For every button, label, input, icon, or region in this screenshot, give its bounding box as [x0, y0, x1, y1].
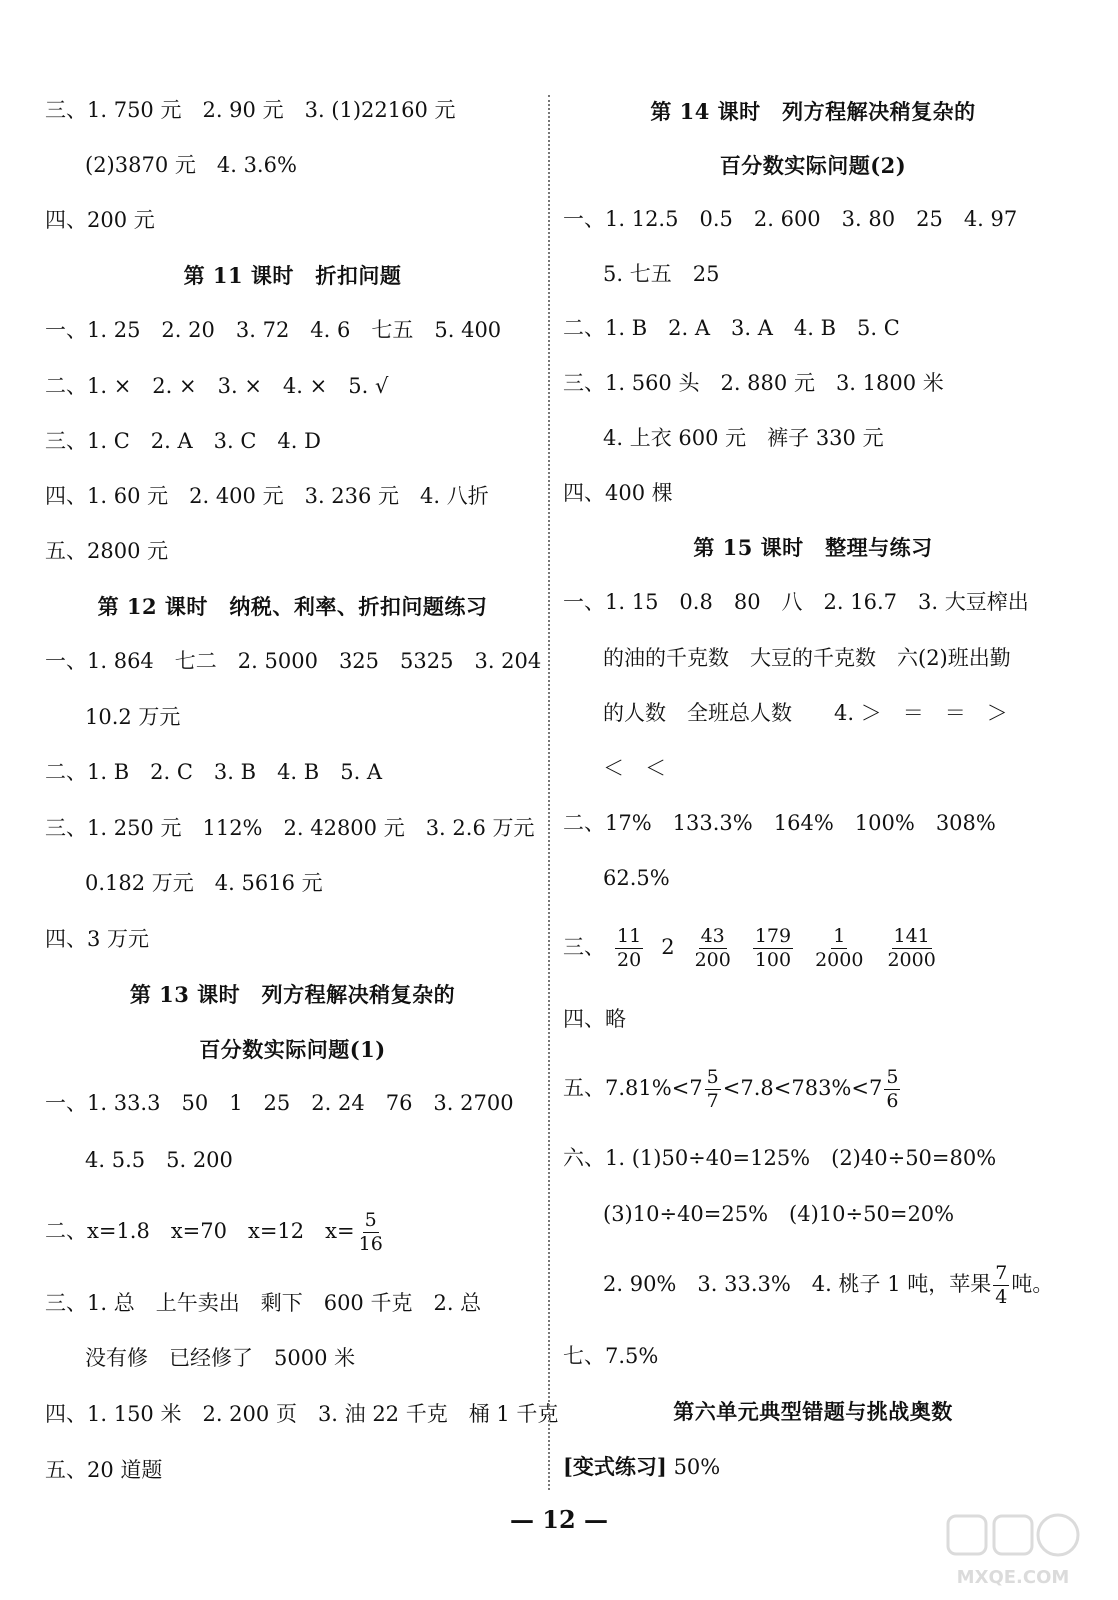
fraction-numerator: 7 [995, 1262, 1008, 1284]
answer-text: <7.8<783%<7 [722, 1076, 883, 1100]
fraction-numerator: 179 [754, 925, 792, 947]
answer-text: 2 [661, 935, 675, 959]
answer-line: 没有修 已经修了 5000 米 [85, 1346, 356, 1370]
fraction [885, 927, 937, 970]
answer-line: 一、1. 12.5 0.5 2. 600 3. 80 25 4. 97 [563, 207, 1018, 231]
fraction-numerator: 43 [700, 925, 725, 947]
answer-line: 62.5% [603, 866, 670, 890]
answer-line: 五、20 道题 [45, 1458, 163, 1482]
variant-practice-label: [变式练习] [563, 1454, 667, 1479]
lesson-heading-15: 第 15 课时 整理与练习 [693, 535, 933, 560]
fraction [753, 927, 793, 970]
lesson-heading-14-sub: 百分数实际问题(2) [719, 153, 907, 178]
answer-line: 四、400 棵 [563, 481, 673, 505]
answer-line: 三、1. C 2. A 3. C 4. D [45, 429, 321, 453]
answer-line: (2)3870 元 4. 3.6% [85, 153, 297, 177]
answer-line: 二、17% 133.3% 164% 100% 308% [563, 811, 996, 835]
lesson-heading-14: 第 14 课时 列方程解决稍复杂的 [650, 99, 976, 124]
fraction [357, 1211, 385, 1254]
answer-line: 一、1. 864 七二 2. 5000 325 5325 3. 204 [45, 649, 542, 673]
answer-line: 二、1. B 2. A 3. A 4. B 5. C [563, 316, 900, 340]
answer-line-fractions [563, 925, 948, 971]
fraction-denominator: 20 [617, 949, 642, 971]
lesson-heading-13-sub: 百分数实际问题(1) [199, 1037, 386, 1062]
fraction [884, 1068, 900, 1111]
answer-line: 一、1. 15 0.8 80 八 2. 16.7 3. 大豆榨出 [563, 590, 1029, 614]
answer-line: 五、2800 元 [45, 539, 169, 563]
answer-line: 二、1. B 2. C 3. B 4. B 5. A [45, 760, 383, 784]
fraction-numerator: 141 [893, 925, 930, 947]
watermark-icon [938, 1508, 1088, 1563]
lesson-heading-12: 第 12 课时 纳税、利率、折扣问题练习 [97, 594, 488, 619]
answer-line: 三、1. 总 上午卖出 剩下 600 千克 2. 总 [45, 1291, 482, 1315]
answer-line: 4. 5.5 5. 200 [85, 1148, 233, 1172]
fraction-denominator: 200 [694, 949, 731, 971]
lesson-heading-11: 第 11 课时 折扣问题 [183, 263, 402, 288]
lesson-heading-13: 第 13 课时 列方程解决稍复杂的 [129, 982, 456, 1007]
fraction-numerator: 1 [833, 925, 846, 947]
answer-text: 二、x=1.8 x=70 x=12 x= [45, 1219, 355, 1243]
answer-line: 三、1. 250 元 112% 2. 42800 元 3. 2.6 万元 [45, 816, 535, 840]
answer-text: 2. 90% 3. 33.3% 4. 桃子 1 吨，苹果 [603, 1272, 992, 1296]
answer-line: 四、3 万元 [45, 927, 150, 951]
answer-line: 二、1. × 2. × 3. × 4. × 5. √ [45, 374, 389, 398]
answer-line-inequality [563, 1066, 902, 1112]
fraction-numerator: 5 [706, 1066, 719, 1088]
column-divider [548, 95, 550, 1490]
fraction-denominator: 100 [754, 949, 792, 971]
answer-line: 七、7.5% [563, 1344, 659, 1368]
answer-line: 的油的千克数 大豆的千克数 六(2)班出勤 [603, 646, 1011, 670]
fraction [813, 927, 865, 970]
answer-line: 0.182 万元 4. 5616 元 [85, 871, 323, 895]
watermark-text: MXQE.COM [956, 1567, 1070, 1588]
answer-line: 三、1. 750 元 2. 90 元 3. (1)22160 元 [45, 98, 456, 122]
answer-line: (3)10÷40=25% (4)10÷50=20% [603, 1202, 955, 1226]
answer-line: 10.2 万元 [85, 705, 181, 729]
answer-line: 四、1. 60 元 2. 400 元 3. 236 元 4. 八折 [45, 484, 489, 508]
answer-line-with-fraction [603, 1262, 1054, 1308]
fraction-denominator: 4 [995, 1286, 1008, 1308]
fraction-denominator: 16 [358, 1233, 383, 1255]
fraction-numerator: 5 [886, 1066, 899, 1088]
answer-text: 三、 [563, 935, 605, 959]
answer-line: 4. 上衣 600 元 裤子 330 元 [603, 426, 884, 450]
fraction [693, 927, 733, 970]
fraction-denominator: 7 [706, 1090, 719, 1112]
answer-line: 四、1. 150 米 2. 200 页 3. 油 22 千克 桶 1 千克 [45, 1402, 559, 1426]
answer-line: 四、200 元 [45, 208, 155, 232]
answer-text: 吨。 [1011, 1272, 1054, 1296]
answer-line: 三、1. 560 头 2. 880 元 3. 1800 米 [563, 371, 944, 395]
fraction-numerator: 5 [364, 1209, 377, 1231]
answer-line [563, 1447, 720, 1487]
fraction-denominator: 6 [886, 1090, 899, 1112]
fraction-denominator: 2000 [815, 949, 864, 971]
fraction [705, 1068, 721, 1111]
watermark-logo [938, 1508, 1088, 1588]
answer-line: 六、1. (1)50÷40=125% (2)40÷50=80% [563, 1146, 997, 1170]
fraction-denominator: 2000 [887, 949, 936, 971]
answer-line-with-fraction [45, 1209, 395, 1255]
fraction [615, 927, 643, 970]
answer-line: ＜ ＜ [603, 756, 666, 780]
answer-line: 的人数 全班总人数 4. ＞ ＝ ＝ ＞ [603, 701, 1008, 725]
answer-line: 5. 七五 25 [603, 262, 720, 286]
answer-line: 一、1. 25 2. 20 3. 72 4. 6 七五 5. 400 [45, 318, 502, 342]
fraction-numerator: 11 [617, 925, 642, 947]
answer-line: 一、1. 33.3 50 1 25 2. 24 76 3. 2700 [45, 1091, 514, 1115]
unit-six-heading: 第六单元典型错题与挑战奥数 [673, 1399, 953, 1424]
answer-line: 四、略 [563, 1007, 626, 1031]
answer-text: 五、7.81%<7 [563, 1076, 703, 1100]
fraction [993, 1264, 1009, 1307]
answer-text: 50% [673, 1455, 721, 1479]
page-number: — 12 — [509, 1505, 609, 1534]
